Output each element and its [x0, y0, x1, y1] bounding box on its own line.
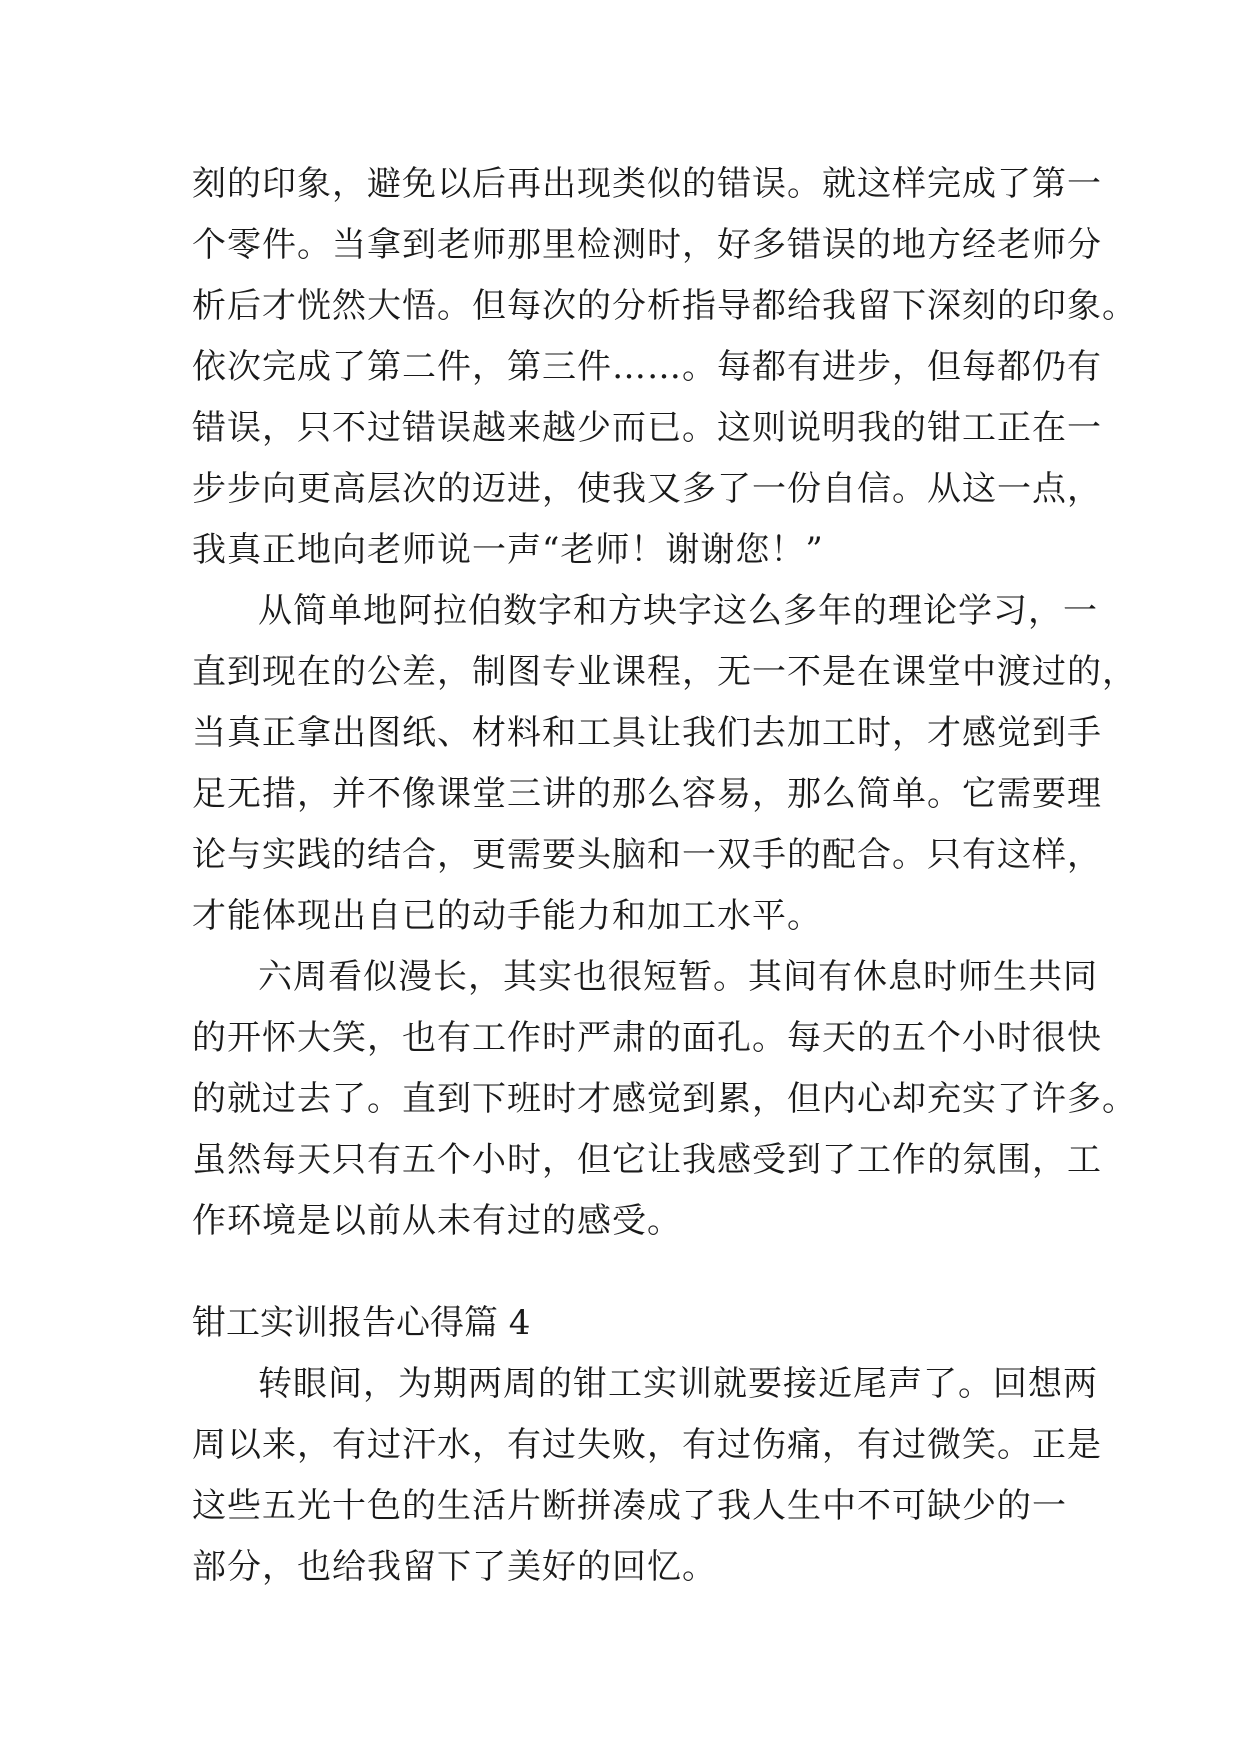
paragraph-1-line-4: 依次完成了第二件，第三件……。每都有进步，但每都仍有: [192, 347, 1102, 387]
paragraph-2-line-4: 足无措，并不像课堂三讲的那么容易，那么简单。它需要理: [192, 774, 1102, 814]
paragraph-3-line-4: 虽然每天只有五个小时，但它让我感受到了工作的氛围，工: [192, 1140, 1102, 1180]
paragraph-1-line-5: 错误，只不过错误越来越少而已。这则说明我的钳工正在一: [192, 408, 1102, 448]
paragraph-2-line-1: 从简单地阿拉伯数字和方块字这么多年的理论学习，一: [258, 591, 1098, 631]
paragraph-4-line-2: 周以来，有过汗水，有过失败，有过伤痛，有过微笑。正是: [192, 1425, 1102, 1465]
paragraph-2-line-5: 论与实践的结合，更需要头脑和一双手的配合。只有这样，: [192, 835, 1102, 875]
paragraph-4-line-4: 部分，也给我留下了美好的回忆。: [192, 1547, 717, 1587]
section-heading: 钳工实训报告心得篇 4: [192, 1303, 531, 1343]
paragraph-1-line-7: 我真正地向老师说一声“老师！谢谢您！”: [192, 530, 824, 570]
paragraph-1-line-6: 步步向更高层次的迈进，使我又多了一份自信。从这一点，: [192, 469, 1102, 509]
paragraph-1-line-3: 析后才恍然大悟。但每次的分析指导都给我留下深刻的印象。: [192, 286, 1137, 326]
paragraph-2-line-6: 才能体现出自已的动手能力和加工水平。: [192, 896, 822, 936]
paragraph-3-line-1: 六周看似漫长，其实也很短暂。其间有休息时师生共同: [258, 957, 1098, 997]
paragraph-3-line-5: 作环境是以前从未有过的感受。: [192, 1201, 682, 1241]
paragraph-1-line-1: 刻的印象，避免以后再出现类似的错误。就这样完成了第一: [192, 164, 1102, 204]
paragraph-3-line-3: 的就过去了。直到下班时才感觉到累，但内心却充实了许多。: [192, 1079, 1137, 1119]
paragraph-2-line-2: 直到现在的公差，制图专业课程，无一不是在课堂中渡过的，: [192, 652, 1137, 692]
paragraph-3-line-2: 的开怀大笑，也有工作时严肃的面孔。每天的五个小时很快: [192, 1018, 1102, 1058]
paragraph-4-line-1: 转眼间，为期两周的钳工实训就要接近尾声了。回想两: [258, 1364, 1098, 1404]
paragraph-4-line-3: 这些五光十色的生活片断拼凑成了我人生中不可缺少的一: [192, 1486, 1067, 1526]
paragraph-2-line-3: 当真正拿出图纸、材料和工具让我们去加工时，才感觉到手: [192, 713, 1102, 753]
paragraph-1-line-2: 个零件。当拿到老师那里检测时，好多错误的地方经老师分: [192, 225, 1102, 265]
